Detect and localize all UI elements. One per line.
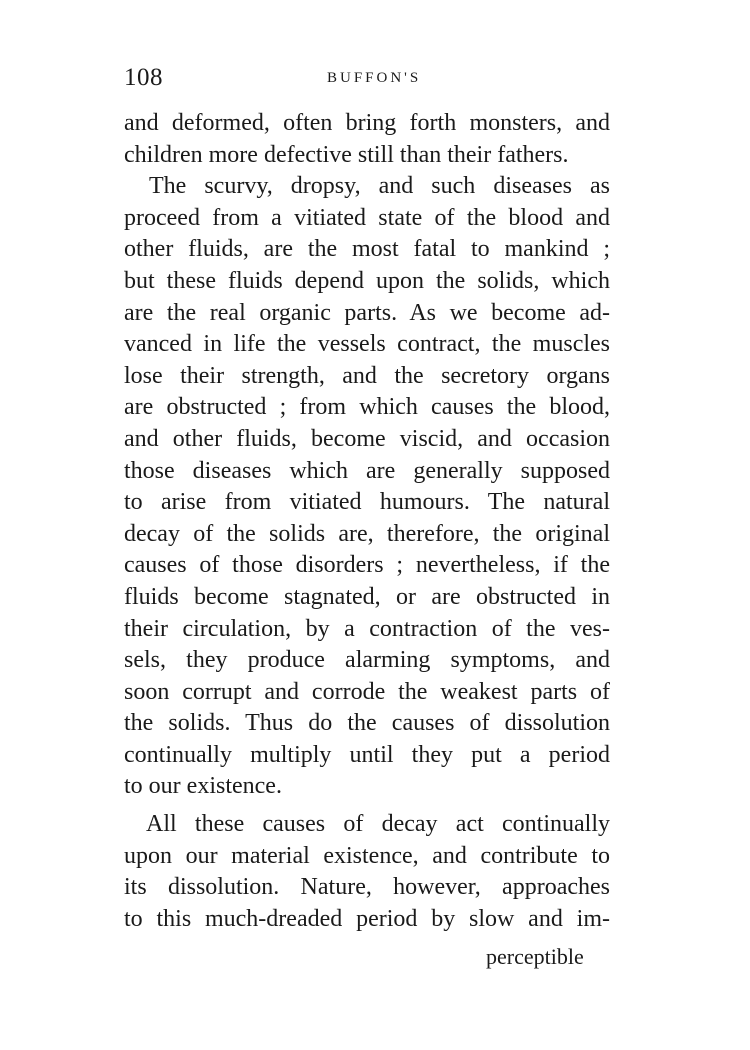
text-line: upon our material existence, and contribute to: [124, 842, 610, 869]
text-line: to this much-dreaded period by slow and im-: [124, 905, 610, 932]
text-line: and deformed, often bring forth monsters, and: [124, 110, 610, 136]
text-line: fluids become stagnated, or are obstructed in: [124, 583, 610, 610]
text-line: and other fluids, become viscid, and occasion: [124, 425, 610, 452]
text-line: sels, they produce alarming symptoms, and: [124, 647, 610, 674]
body-text: [124, 108, 610, 935]
text-line: their circulation, by a contraction of the ves-: [124, 615, 610, 642]
catchword: perceptible: [486, 944, 584, 969]
text-line: proceed from a vitiated state of the blood and: [124, 204, 610, 231]
text-line: children more defective still than their fathers.: [124, 141, 569, 168]
paragraph: [124, 809, 610, 935]
text-line: continually multiply until they put a period: [124, 741, 610, 768]
text-line: other fluids, are the most fatal to mankind ;: [124, 236, 610, 263]
text-line: the solids. Thus do the causes of dissolution: [124, 710, 610, 737]
page-number: 108: [124, 64, 163, 91]
text-line: are the real organic parts. As we become ad-: [124, 299, 610, 326]
text-line: to our existence.: [124, 773, 282, 800]
running-title: BUFFON'S: [327, 70, 422, 86]
text-line: but these fluids depend upon the solids, which: [124, 267, 610, 294]
text-line: vanced in life the vessels contract, the muscles: [124, 331, 610, 358]
paragraph: [124, 108, 610, 171]
text-line: soon corrupt and corrode the weakest parts of: [124, 678, 610, 705]
text-line: decay of the solids are, therefore, the original: [124, 520, 610, 547]
text-line: those diseases which are generally supposed: [124, 457, 610, 484]
running-head: [124, 64, 610, 94]
text-line: The scurvy, dropsy, and such diseases as: [149, 173, 610, 200]
text-line: to arise from vitiated humours. The natural: [124, 489, 610, 516]
text-line: causes of those disorders ; nevertheless, if the: [124, 552, 610, 579]
text-line: lose their strength, and the secretory organs: [124, 362, 610, 389]
text-line: are obstructed ; from which causes the blood,: [124, 394, 610, 421]
text-line: All these causes of decay act continually: [146, 811, 610, 838]
paragraph: [124, 171, 610, 803]
text-line: its dissolution. Nature, however, approaches: [124, 874, 610, 901]
